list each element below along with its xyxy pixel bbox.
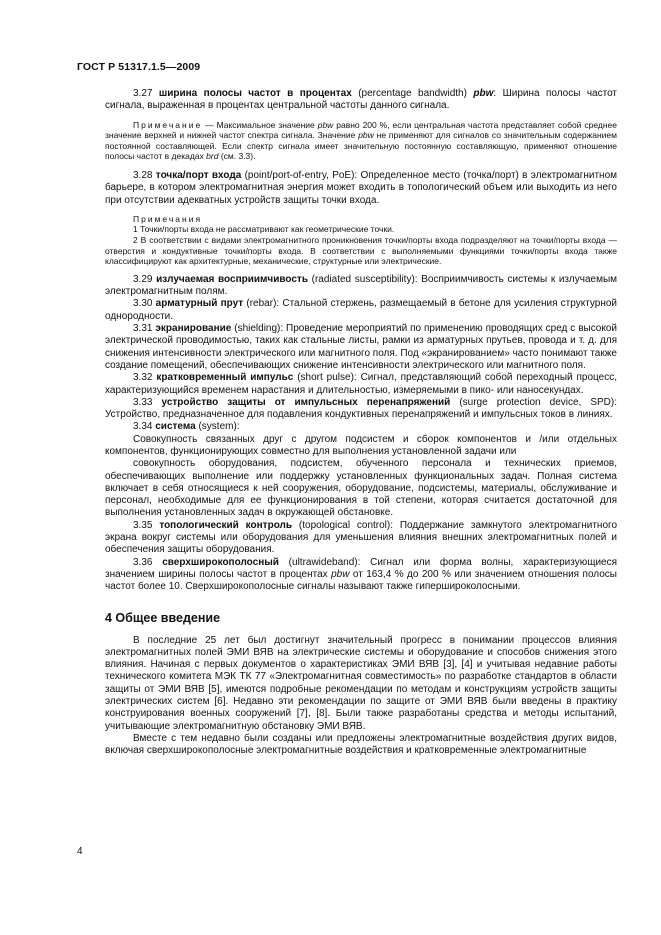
term-3-32: 3.32 кратковременный импульс (short pulse): Сигнал, представляющий собой переходный процесс, характеризующийся временем нарастания и длительностью, измеряемыми в пико- или наносекундах. <box>105 372 618 396</box>
term-3-36: 3.36 сверхширокополосный (ultrawideband): Сигнал или форма волны, характеризующиеся значением ширины полосы частот в процентах pbw от 163,4 % до 200 % или значением отношения полосы частот более 10. Сверхширокополосные сигналы называют также гипершироколосными. <box>105 556 618 593</box>
term-3-35-title: топологический контроль <box>159 519 293 531</box>
term-3-31-title: экранирование <box>155 323 232 335</box>
notes-3-28-label: Примечания <box>133 213 203 224</box>
term-3-29-title: излучаемая восприимчивость <box>156 273 308 285</box>
term-3-34-def-2: совокупность оборудования, подсистем, обученного персонала и технических приемов, обеспечивающих выполнение или поддержку установленных функциональных задач. Полная система включает в себя относящиеся к ней сооружения, оборудование, подсистемы, материалы, обслуживание и персонал, необходимые для ее функционирования в той степени, которая считается достаточной для выполнения установленных задач в окружающей обстановке. <box>105 458 617 519</box>
term-3-28: 3.28 точка/порт входа (point/port-of-entry, PoE): Определенное место (точка/порт) в электромагнитном барьере, в котором электромагнитная энергия может входить в топологический объем или выходить из него при отсутствии адекватных устройств защиты точки входа. <box>105 169 618 206</box>
term-3-31: 3.31 экранирование (shielding): Проведение мероприятий по применению проводящих сред с высокой электрической проводимостью, таких как стальные листы, рамки из арматурных прутьев, провода и т. д. для снижения интенсивности электрического или магнитного поля. Под «экранированием» часто понимают также создание помещений, обеспечивающих снижение интенсивности электрического или магнитного поля. <box>105 323 618 371</box>
term-3-27: 3.27 ширина полосы частот в процентах (percentage bandwidth) pbw: Ширина полосы частот сигнала, выраженная в процентах центральной частоты данного сигнала. <box>105 88 618 112</box>
term-3-33-title: устройство защиты от импульсных перенапряжений <box>161 396 451 408</box>
note-3-28-1: 1 Точки/порты входа не рассматривают как геометрические точки. <box>133 224 395 235</box>
term-3-28-title: точка/порт входа <box>155 169 242 181</box>
document-body <box>105 88 617 758</box>
term-3-34: 3.34 система (system): <box>133 421 240 433</box>
term-3-32-title: кратковременный импульс <box>156 372 294 384</box>
term-3-34-def-1: Совокупность связанных друг с другом подсистем и сборок компонентов и /или отдельных компонентов, функционирующих совместно для выполнения установленной задачи или <box>105 433 617 457</box>
note-3-27: Примечание — Максимальное значение pbw равно 200 %, если центральная частота представляет собой среднее значение верхней и нижней частот спектра сигнала. Значение pbw не применяют для сигналов со значительным содержанием постоянной составляющей. Если спектр сигнала имеет значительную постоянную составляющую, применяют отношение полосы частот в декадах brd (см. 3.3). <box>105 119 617 162</box>
section-4-title: 4 Общее введение <box>105 610 221 625</box>
section-4-paragraph-1: В последние 25 лет был достигнут значительный прогресс в понимании процессов влияния электромагнитных полей ЭМИ ВЯВ на электрические системы и оборудование и способов снижения этого влияния. Начиная с первых документов о характеристиках ЭМИ ВЯВ [3], [4] и учитывая недавние работы технического комитета МЭК ТК 77 «Электромагнитная совместимость» по разработке стандартов в области защиты от ЭМИ ВЯВ [5], имеются подробные рекомендации по методам и конструкциям устройств защиты электрических систем [6]. Недавно эти рекомендации по защите от ЭМИ ВЯВ были введены в практику конструирования военных сооружений [7], [8]. Были также разработаны средства и методы испытаний, учитывающие электромагнитную обстановку ЭМИ ВЯВ. <box>105 634 617 732</box>
document-header: ГОСТ Р 51317.1.5—2009 <box>77 61 201 73</box>
note-3-28-2: 2 В соответствии с видами электромагнитного проникновения точки/порты входа подразделяют на точки/порты входа — отверстия и кондуктивные точки/порты входа. В соответствии с выполняемыми функциями точки/порты входа также классифицируют как архитектурные, механические, структурные или электрические. <box>105 235 617 267</box>
term-3-27-title: ширина полосы частот в процентах <box>158 88 352 99</box>
term-3-34-title: система <box>155 421 196 433</box>
section-4-paragraph-2: Вместе с тем недавно были созданы или предложены электромагнитные воздействия других видов, включая сверхширокополосные электромагнитные воздействия и кратковременные электромагнитные <box>105 732 617 757</box>
term-3-30-title: арматурный прут <box>155 298 244 310</box>
term-3-33: 3.33 устройство защиты от импульсных перенапряжений (surge protection device, SPD): Устройство, предназначенное для подавления кондуктивных перенапряжений и импульсных токов в линиях. <box>105 396 618 421</box>
term-3-35: 3.35 топологический контроль (topological control): Поддержание замкнутого электромагнитного экрана вокруг системы или оборудования для уменьшения влияния внешних электромагнитных полей и обеспечения защиты оборудования. <box>105 519 618 556</box>
term-3-36-title: сверхширокополосный <box>162 556 279 568</box>
page-number: 4 <box>77 846 83 857</box>
term-3-30: 3.30 арматурный прут (rebar): Стальной стержень, размещаемый в бетоне для усиления структурной однородности. <box>105 298 618 322</box>
term-3-29: 3.29 излучаемая восприимчивость (radiated susceptibility): Восприимчивость системы к излучаемым электромагнитным полям. <box>105 273 618 298</box>
